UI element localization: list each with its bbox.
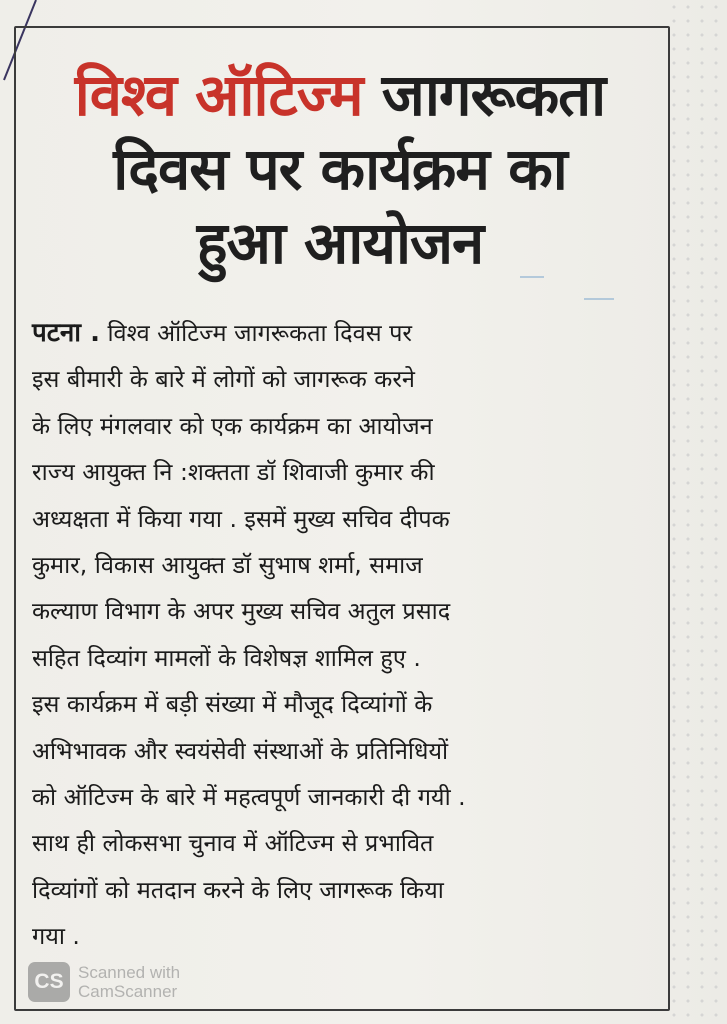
article-line: के लिए मंगलवार को एक कार्यक्रम का आयोजन [32, 411, 433, 440]
camscanner-watermark [28, 962, 180, 1002]
article-line: इस बीमारी के बारे में लोगों को जागरूक करने [32, 365, 415, 394]
article-line: अध्यक्षता में किया गया . इसमें मुख्य सचिव दीपक [32, 504, 450, 533]
article-line: कल्याण विभाग के अपर मुख्य सचिव अतुल प्रसाद [32, 597, 451, 626]
article-line [32, 310, 632, 356]
article-line-text: विश्व ऑटिज्म जागरूकता दिवस पर [107, 319, 413, 347]
article-line: को ऑटिज्म के बारे में महत्वपूर्ण जानकारी दी गयी . [32, 783, 466, 812]
article-line: राज्य आयुक्त नि :शक्तता डॉ शिवाजी कुमार की [32, 458, 435, 487]
headline-line-2: दिवस पर कार्यक्रम का [113, 135, 567, 203]
headline-black-text: जागरूकता [381, 61, 606, 129]
watermark-text [78, 963, 180, 1001]
headline [20, 58, 660, 280]
dateline: पटना . [32, 318, 100, 348]
headline-line-1 [20, 58, 660, 132]
article-line: गया . [32, 922, 80, 951]
article-line: कुमार, विकास आयुक्त डॉ सुभाष शर्मा, समाज [32, 551, 423, 580]
article-line: दिव्यांगों को मतदान करने के लिए जागरूक किया [32, 875, 444, 904]
headline-red-text: विश्व ऑटिज्म [74, 61, 363, 129]
headline-line-3: हुआ आयोजन [196, 209, 484, 277]
article-body [32, 310, 632, 960]
article-line: सहित दिव्यांग मामलों के विशेषज्ञ शामिल हुए . [32, 643, 421, 672]
watermark-line-2: CamScanner [78, 982, 178, 1001]
watermark-line-1: Scanned with [78, 963, 181, 982]
article-line: साथ ही लोकसभा चुनाव में ऑटिज्म से प्रभावित [32, 829, 434, 858]
camscanner-logo-icon: CS [28, 962, 70, 1002]
article-line: इस कार्यक्रम में बड़ी संख्या में मौजूद दिव्यांगों के [32, 690, 433, 719]
halftone-dots [667, 0, 727, 1024]
article-line: अभिभावक और स्वयंसेवी संस्थाओं के प्रतिनिधियों [32, 736, 449, 765]
